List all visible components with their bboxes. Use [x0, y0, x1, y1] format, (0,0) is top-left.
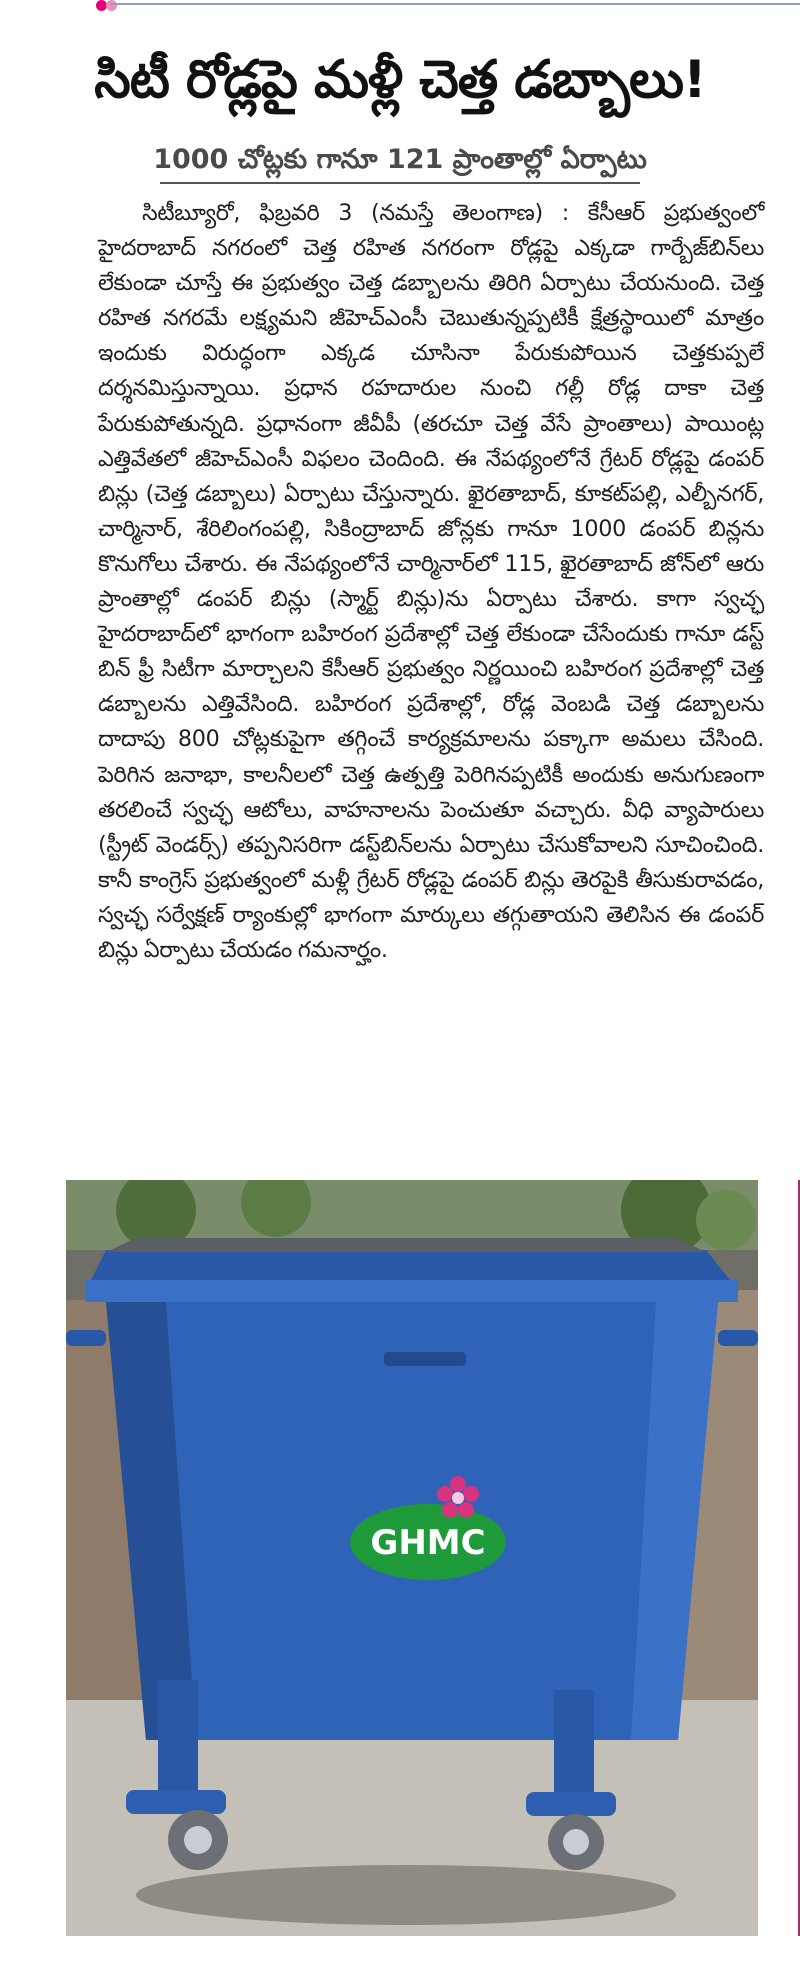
subheadline-block [0, 140, 800, 180]
header-line [110, 3, 800, 5]
headline: సిటీ రోడ్లపై మళ్లీ చెత్త డబ్బాలు! [94, 50, 706, 110]
subheadline-underline [160, 182, 640, 184]
article-paragraph: సిటీబ్యూరో, ఫిబ్రవరి 3 (నమస్తే తెలంగాణ) : కేసీఆర్ ప్రభుత్వంలో హైదరాబాద్ నగరంలో చెత్త రహిత నగరంగా రోడ్లపై ఎక్కడా గార్బేజ్‌బిన్‌లు లేకుండా చూస్తే ఈ ప్రభుత్వం చెత్త డబ్బాలను తిరిగి ఏర్పాటు చేయనుంది. చెత్త రహిత నగరమే లక్ష్యమని జీహెచ్‌ఎంసీ చెబుతున్నప్పటికీ క్షేత్రస్థాయిలో మాత్రం ఇందుకు విరుద్ధంగా ఎక్కడ చూసినా పేరుకుపోయిన చెత్తకుప్పలే దర్శనమిస్తున్నాయి. ప్రధాన రహదారుల నుంచి గల్లీ రోడ్ల దాకా చెత్త పేరుకుపోతున్నది. ప్రధానంగా జీవీపీ (తరచూ చెత్త వేసే ప్రాంతాలు) పాయింట్ల ఎత్తివేతలో జీహెచ్‌ఎంసీ విఫలం చెందింది. ఈ నేపథ్యంలోనే గ్రేటర్ రోడ్లపై డంపర్ బిన్లు (చెత్త డబ్బాలు) ఏర్పాటు చేస్తున్నారు. ఖైరతాబాద్, కూకట్‌పల్లి, ఎల్బీనగర్, చార్మినార్, శేరిలింగంపల్లి, సికింద్రాబాద్ జోన్లకు గానూ 1000 డంపర్ బిన్లను కొనుగోలు చేశారు. ఈ నేపథ్యంలోనే చార్మినార్‌లో 115, ఖైరతాబాద్ జోన్‌లో ఆరు ప్రాంతాల్లో డంపర్ బిన్లు (స్మార్ట్ బిన్లు)ను ఏర్పాటు చేశారు. కాగా స్వచ్ఛ హైదరాబాద్‌లో భాగంగా బహిరంగ ప్రదేశాల్లో చెత్త లేకుండా చేసేందుకు గానూ డస్ట్ బిన్ ఫ్రీ సిటీగా మార్చాలని కేసీఆర్ ప్రభుత్వం నిర్ణయించి బహిరంగ ప్రదేశాల్లో చెత్త డబ్బాలను ఎత్తివేసింది. బహిరంగ ప్రదేశాల్లో, రోడ్ల వెంబడి చెత్త డబ్బాలను దాదాపు 800 చోట్లకుపైగా తగ్గించే కార్యక్రమాలను పక్కాగా అమలు చేసింది. పెరిగిన జనాభా, కాలనీలలో చెత్త ఉత్పత్తి పెరిగినప్పటికీ అందుకు అనుగుణంగా తరలించే స్వచ్ఛ ఆటోలు, వాహనాలను పెంచుతూ వచ్చారు. వీధి వ్యాపారులు (స్ట్రీట్ వెండర్స్) తప్పనిసరిగా డస్ట్‌బిన్‌లను ఏర్పాటు చేసుకోవాలని సూచించింది. కానీ కాంగ్రెస్ ప్రభుత్వంలో మళ్లీ గ్రేటర్ రోడ్లపై డంపర్ బిన్లు తెరపైకి తీసుకురావడం, స్వచ్ఛ సర్వేక్షణ్ ర్యాంకుల్లో భాగంగా మార్కులు తగ్గుతాయని తెలిసిన ఈ డంపర్ బిన్లు ఏర్పాటు చేయడం గమనార్హం. [98, 200, 764, 963]
accent-dot [106, 0, 117, 11]
ghmc-logo-text: GHMC [370, 1523, 486, 1563]
page-header-rule [0, 0, 800, 14]
dumpster-bin-photo [66, 1180, 758, 1936]
dumpster-bin-illustration [66, 1180, 758, 1936]
subheadline: 1000 చోట్లకు గానూ 121 ప్రాంతాల్లో ఏర్పాటు [153, 144, 647, 175]
article-body [98, 196, 764, 968]
